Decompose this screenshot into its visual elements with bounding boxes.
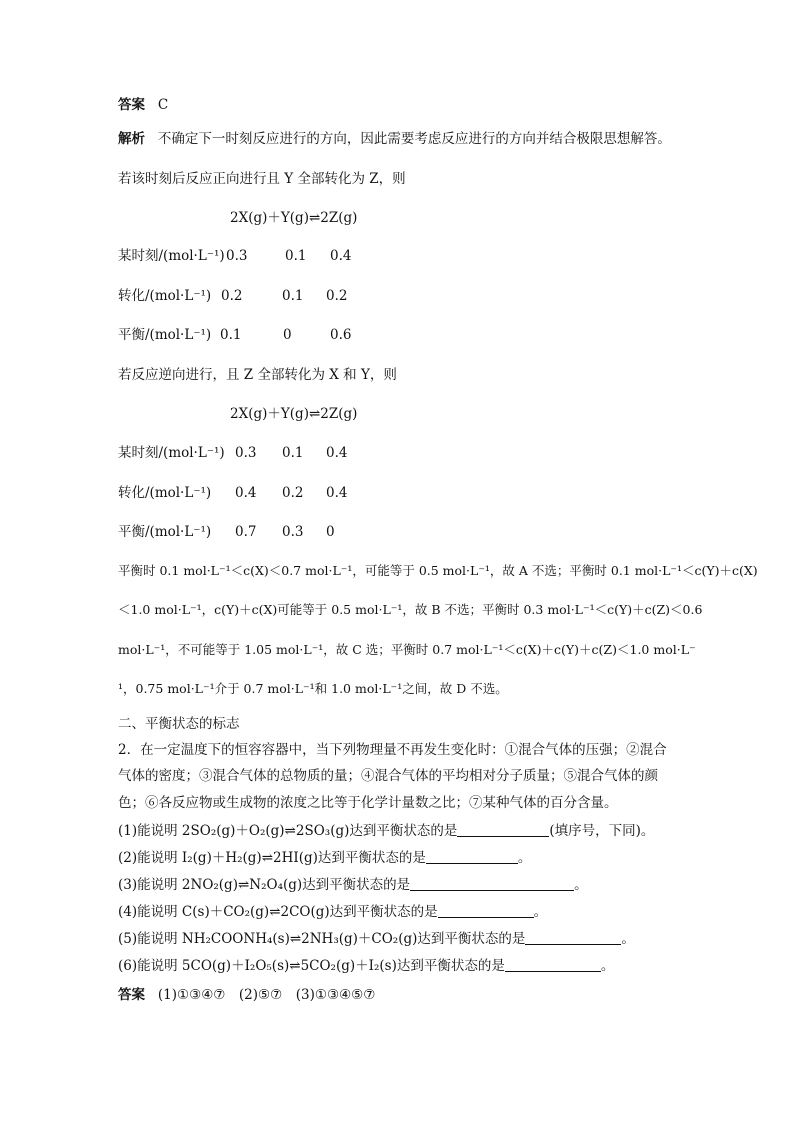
question2-line-3: 色；⑥各反应物或生成物的浓度之比等于化学计量数之比；⑦某种气体的百分含量。 [118, 795, 618, 811]
case2-intro: 若反应逆向进行，且 Z 全部转化为 X 和 Y，则 [118, 367, 397, 383]
item-suffix: 。 [621, 931, 635, 947]
answer-blank[interactable] [410, 877, 574, 891]
answer-line-2 [118, 986, 375, 1004]
case2-cell: 0.7 [235, 524, 257, 540]
answer-blank[interactable] [525, 931, 621, 945]
answer-blank[interactable] [457, 823, 549, 837]
case2-cell: 0.2 [282, 485, 304, 501]
conclusion-line-4: ¹，0.75 mol·L⁻¹介于 0.7 mol·L⁻¹和 1.0 mol·L⁻¹之间，故 D 不选。 [118, 681, 508, 696]
case1-equation: 2X(g)＋Y(g)⇌2Z(g) [230, 210, 358, 226]
case1-cell: 0.6 [330, 327, 352, 343]
item-suffix: 。 [517, 850, 532, 866]
case1-cell: 0.1 [282, 288, 304, 304]
question2-line-1: 2．在一定温度下的恒容容器中，当下列物理量不再发生变化时：①混合气体的压强；②混合 [118, 742, 667, 758]
item-suffix: 。 [600, 958, 615, 974]
item-suffix: 。 [574, 877, 588, 893]
answer-label: 答案 [118, 987, 145, 1003]
conclusion-line-3: mol·L⁻¹，不可能等于 1.05 mol·L⁻¹，故 C 选；平衡时 0.7 mol·L⁻¹＜c(X)＋c(Y)＋c(Z)＜1.0 mol·L⁻ [118, 642, 696, 657]
case2-row-label: 某时刻/(mol·L⁻¹) [118, 445, 225, 461]
case1-row-label: 平衡/(mol·L⁻¹) [118, 327, 212, 343]
conclusion-line-1: 平衡时 0.1 mol·L⁻¹＜c(X)＜0.7 mol·L⁻¹，可能等于 0.5 mol·L⁻¹，故 A 不选；平衡时 0.1 mol·L⁻¹＜c(Y)＋c(X) [118, 563, 758, 578]
case1-row-label: 某时刻/(mol·L⁻¹) [118, 248, 225, 264]
item-suffix: (填序号，下同)。 [549, 823, 655, 839]
case2-cell: 0.3 [235, 445, 257, 461]
item-text: (4)能说明 C(s)＋CO₂(g)⇌2CO(g)达到平衡状态的是 [118, 904, 438, 920]
item-text: (2)能说明 I₂(g)＋H₂(g)⇌2HI(g)达到平衡状态的是 [118, 850, 426, 866]
item-text: (6)能说明 5CO(g)＋I₂O₅(s)⇌5CO₂(g)＋I₂(s)达到平衡状态的是 [118, 958, 505, 974]
question2-item-3 [118, 876, 588, 894]
case1-cell: 0 [283, 327, 292, 343]
case2-cell: 0 [326, 524, 335, 540]
question2-line-2: 气体的密度；③混合气体的总物质的量；④混合气体的平均相对分子质量；⑤混合气体的颜 [118, 768, 658, 784]
answer-line-1 [118, 96, 168, 114]
analysis-line [118, 130, 671, 148]
case2-cell: 0.4 [326, 485, 348, 501]
item-text: (5)能说明 NH₂COONH₄(s)⇌2NH₃(g)＋CO₂(g)达到平衡状态的是 [118, 931, 526, 947]
case2-row-label: 平衡/(mol·L⁻¹) [118, 524, 212, 540]
case2-cell: 0.1 [282, 445, 304, 461]
item-text: (3)能说明 2NO₂(g)⇌N₂O₄(g)达到平衡状态的是 [118, 877, 411, 893]
case2-cell: 0.3 [282, 524, 304, 540]
case1-row-label: 转化/(mol·L⁻¹) [118, 288, 212, 304]
section-heading: 二、平衡状态的标志 [118, 716, 240, 732]
case1-cell: 0.1 [220, 327, 242, 343]
case2-cell: 0.4 [326, 445, 348, 461]
case1-cell: 0.3 [226, 248, 248, 264]
case1-cell: 0.2 [326, 288, 348, 304]
item-text: (1)能说明 2SO₂(g)＋O₂(g)⇌2SO₃(g)达到平衡状态的是 [118, 823, 458, 839]
conclusion-line-2: ＜1.0 mol·L⁻¹，c(Y)＋c(X)可能等于 0.5 mol·L⁻¹，故 B 不选；平衡时 0.3 mol·L⁻¹＜c(Y)＋c(Z)＜0.6 [118, 602, 703, 617]
question2-item-2 [118, 849, 531, 867]
answer-blank[interactable] [505, 958, 601, 972]
question2-item-1 [118, 822, 654, 840]
case1-intro: 若该时刻后反应正向进行且 Y 全部转化为 Z，则 [118, 171, 406, 187]
case1-cell: 0.1 [285, 248, 307, 264]
case2-row-label: 转化/(mol·L⁻¹) [118, 485, 212, 501]
case2-cell: 0.4 [235, 485, 257, 501]
question2-item-5 [118, 930, 635, 948]
analysis-label: 解析 [118, 131, 145, 147]
question2-item-4 [118, 903, 547, 921]
case1-cell: 0.2 [221, 288, 243, 304]
case1-cell: 0.4 [330, 248, 352, 264]
answer-blank[interactable] [438, 904, 534, 918]
answer-blank[interactable] [426, 850, 518, 864]
answer-value: (1)①③④⑦ (2)⑤⑦ (3)①③④⑤⑦ [157, 987, 376, 1003]
case2-equation: 2X(g)＋Y(g)⇌2Z(g) [230, 406, 358, 422]
question2-item-6 [118, 957, 614, 975]
answer-label: 答案 [118, 97, 145, 113]
analysis-text: 不确定下一时刻反应进行的方向，因此需要考虑反应进行的方向并结合极限思想解答。 [157, 131, 671, 147]
answer-value: C [157, 97, 169, 113]
item-suffix: 。 [533, 904, 548, 920]
